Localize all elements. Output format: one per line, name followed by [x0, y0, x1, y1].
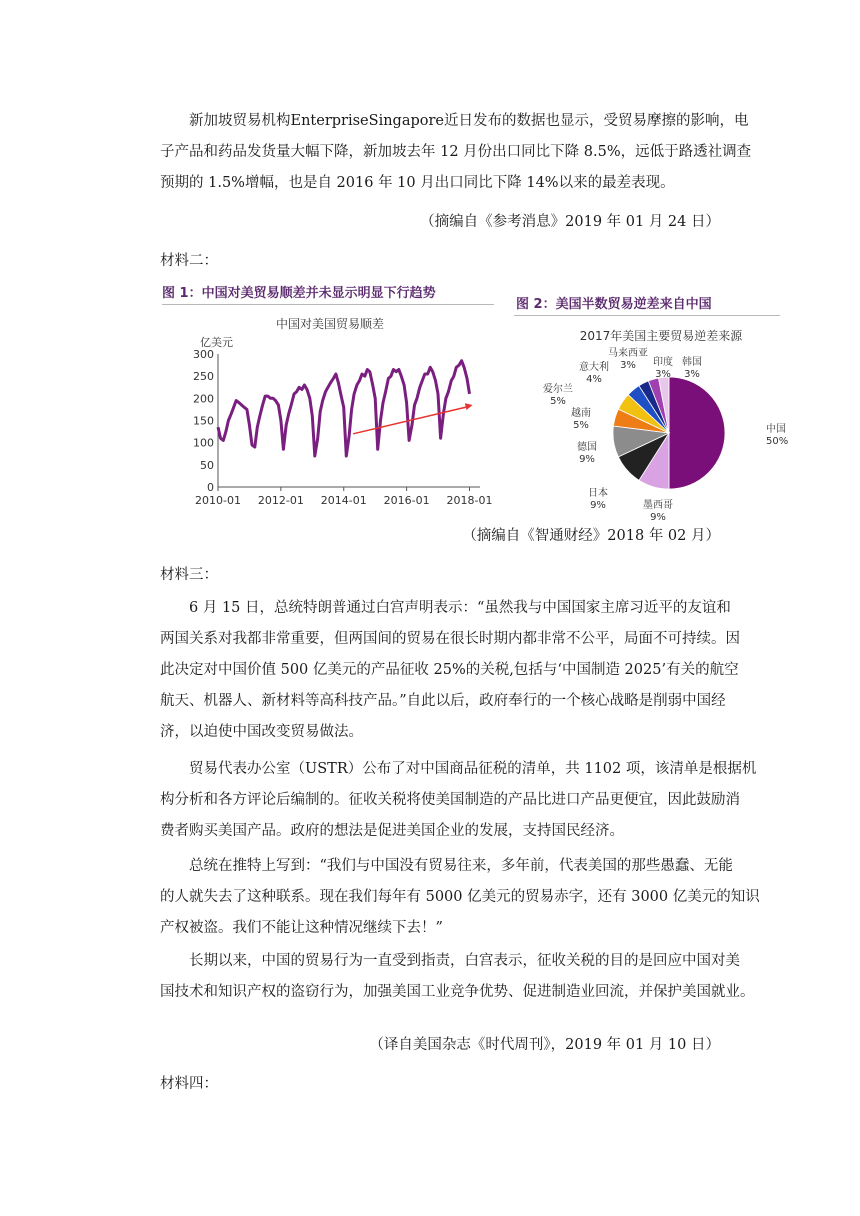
paragraph-3c [160, 851, 760, 944]
text-line: 国技术和知识产权的盗窃行为，加强美国工业竞争优势、促进制造业回流，并保护美国就业。 [160, 984, 755, 1000]
pie-value-label: 3% [620, 360, 636, 371]
pie-value-label: 9% [590, 500, 606, 511]
figure-2-rule [514, 315, 780, 316]
text-line: 此决定对中国价值 500 亿美元的产品征收 25%的关税,包括与‘中国制造 2025’有关的航空 [160, 662, 739, 678]
y-tick-label: 100 [193, 436, 214, 450]
y-tick-label: 200 [193, 392, 214, 406]
pie-value-label: 9% [650, 512, 666, 523]
pie-value-label: 3% [684, 369, 700, 380]
paragraph-3a [160, 593, 740, 748]
text-line: 贸易代表办公室（USTR）公布了对中国商品征税的清单，共 1102 项，该清单是根据机 [189, 761, 757, 777]
x-tick-label: 2014-01 [320, 494, 367, 507]
source-citation-2: （摘编自《智通财经》2018 年 02 月） [462, 528, 720, 544]
material-label-3: 材料三： [160, 567, 218, 583]
y-tick-label: 300 [193, 348, 214, 361]
pie-label: 德国 [577, 442, 597, 453]
x-tick-label: 2018-01 [446, 494, 493, 507]
text-line: 6 月 15 日，总统特朗普通过白宫声明表示：“虽然我与中国国家主席习近平的友谊和 [189, 600, 731, 616]
trade-surplus-line-chart [190, 312, 493, 512]
paragraph-3d [160, 946, 755, 1008]
trend-arrowhead [465, 403, 473, 410]
source-citation-3: （译自美国杂志《时代周刊》，2019 年 01 月 10 日） [369, 1037, 720, 1053]
paragraph-3b [160, 754, 757, 847]
pie-value-label: 3% [655, 369, 671, 380]
pie-value-label: 9% [579, 454, 595, 465]
pie-label: 马来西亚 [608, 348, 648, 359]
x-tick-label: 2016-01 [383, 494, 430, 507]
x-tick-label: 2012-01 [257, 494, 304, 507]
chart-title: 中国对美国贸易顺差 [275, 317, 385, 331]
pie-label: 印度 [653, 357, 673, 368]
x-tick-label: 2010-01 [195, 494, 241, 507]
pie-label: 中国 [766, 424, 786, 435]
pie-value-label: 5% [573, 420, 589, 431]
pie-slice-中国 [669, 377, 725, 489]
figure-1-rule [162, 304, 494, 305]
source-citation-1: （摘编自《参考消息》2019 年 01 月 24 日） [420, 214, 720, 230]
text-line: 新加坡贸易机构EnterpriseSingapore近日发布的数据也显示，受贸易摩擦的影响，电 [189, 113, 749, 129]
y-tick-label: 50 [200, 458, 214, 472]
text-line: 预期的 1.5%增幅，也是自 2016 年 10 月出口同比下降 14%以来的最差表现。 [160, 175, 675, 191]
y-axis-label: 亿美元 [200, 336, 233, 349]
pie-label: 韩国 [682, 357, 702, 368]
text-line: 长期以来，中国的贸易行为一直受到指责，白宫表示，征收关税的目的是回应中国对美 [189, 953, 740, 969]
figure-1-title: 图 1：中国对美贸易顺差并未显示明显下行趋势 [162, 286, 436, 301]
pie-label: 日本 [588, 488, 608, 499]
pie-value-label: 50% [766, 436, 789, 447]
text-line: 航天、机器人、新材料等高科技产品。”自此以后，政府奉行的一个核心战略是削弱中国经 [160, 693, 726, 709]
paragraph-1 [160, 106, 752, 199]
pie-label: 越南 [571, 408, 591, 419]
material-label-4: 材料四： [160, 1076, 218, 1092]
text-line: 费者购买美国产品。政府的想法是促进美国企业的发展，支持国民经济。 [160, 823, 624, 839]
pie-value-label: 5% [550, 396, 566, 407]
deficit-sources-pie-chart [514, 320, 789, 523]
y-tick-label: 0 [207, 481, 214, 494]
text-line: 两国关系对我都非常重要，但两国间的贸易在很长时期内都非常不公平，局面不可持续。因 [160, 631, 740, 647]
pie-value-label: 4% [586, 374, 602, 385]
text-line: 子产品和药品发货量大幅下降，新加坡去年 12 月份出口同比下降 8.5%，远低于路透社调查 [160, 144, 752, 160]
text-line: 济，以迫使中国改变贸易做法。 [160, 724, 363, 740]
text-line: 总统在推特上写到：“我们与中国没有贸易往来，多年前，代表美国的那些愚蠢、无能 [189, 858, 733, 874]
text-line: 构分析和各方评论后编制的。征收关税将使美国制造的产品比进口产品更便宜，因此鼓励消 [160, 792, 740, 808]
pie-label: 爱尔兰 [543, 384, 573, 395]
figure-2-title: 图 2：美国半数贸易逆差来自中国 [516, 297, 712, 312]
pie-label: 意大利 [579, 362, 609, 373]
chart-title: 2017年美国主要贸易逆差来源 [579, 329, 743, 343]
material-label-2: 材料二： [160, 253, 218, 269]
y-tick-label: 150 [193, 414, 214, 428]
text-line: 产权被盗。我们不能让这种情况继续下去！” [160, 920, 443, 936]
pie-label: 墨西哥 [643, 500, 673, 511]
surplus-series-line [218, 361, 470, 456]
text-line: 的人就失去了这种联系。现在我们每年有 5000 亿美元的贸易赤字，还有 3000 亿美元的知识 [160, 889, 760, 905]
y-tick-label: 250 [193, 370, 214, 384]
